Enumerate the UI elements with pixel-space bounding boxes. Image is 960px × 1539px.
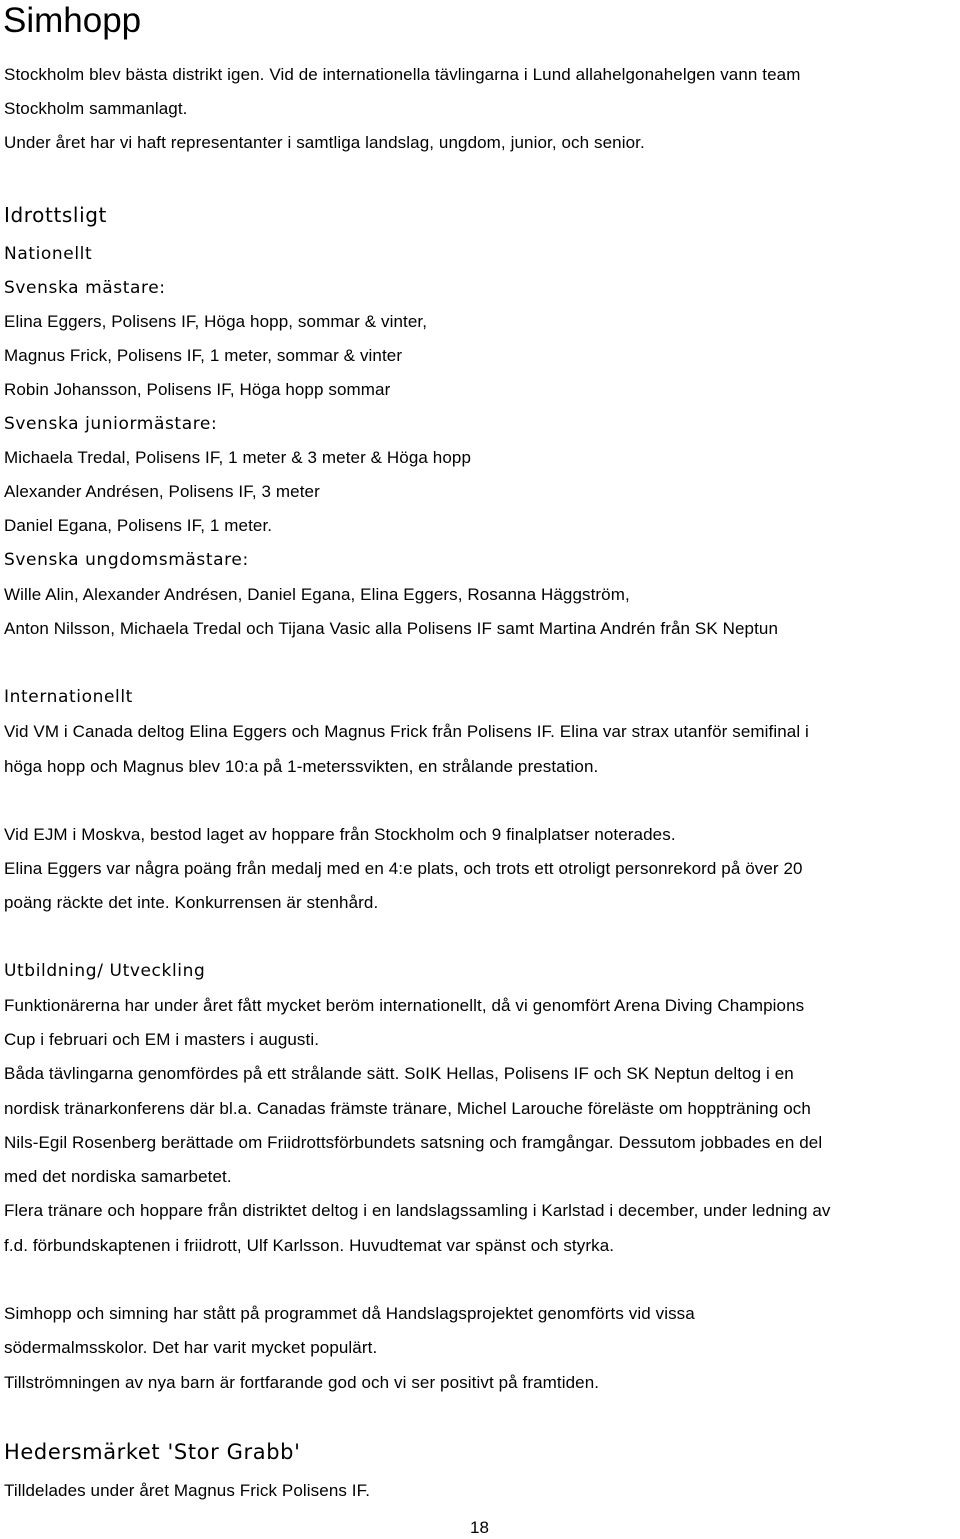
paragraph-line: Funktionärerna har under året fått mycket beröm internationellt, då vi genomfört Arena Diving Champions	[4, 996, 805, 1015]
paragraph-line: Båda tävlingarna genomfördes på ett strålande sätt. SoIK Hellas, Polisens IF och SK Neptun deltog i en	[4, 1064, 794, 1083]
list-item: Daniel Egana, Polisens IF, 1 meter.	[4, 516, 273, 535]
list-item: Wille Alin, Alexander Andrésen, Daniel Egana, Elina Eggers, Rosanna Häggström,	[4, 585, 630, 604]
subheading-svenska-juniormastare: Svenska juniormästare:	[4, 414, 218, 434]
page-number: 18	[470, 1518, 489, 1537]
page-title: Simhopp	[3, 1, 142, 40]
section-heading-utbildning: Utbildning/ Utveckling	[4, 961, 206, 981]
paragraph-line: Elina Eggers var några poäng från medalj med en 4:e plats, och trots ett otroligt personrekord på över 20	[4, 859, 803, 878]
paragraph-line: Cup i februari och EM i masters i augusti.	[4, 1030, 320, 1049]
paragraph-line: poäng räckte det inte. Konkurrensen är stenhård.	[4, 893, 379, 912]
intro-line: Stockholm sammanlagt.	[4, 99, 188, 118]
subheading-svenska-ungdomsmastare: Svenska ungdomsmästare:	[4, 550, 249, 570]
paragraph-line: Tilldelades under året Magnus Frick Polisens IF.	[4, 1481, 371, 1500]
paragraph-line: Vid EJM i Moskva, bestod laget av hoppare från Stockholm och 9 finalplatser noterades.	[4, 825, 676, 844]
intro-line: Stockholm blev bästa distrikt igen. Vid de internationella tävlingarna i Lund allahelgonahelgen vann team	[4, 65, 801, 84]
subheading-svenska-mastare: Svenska mästare:	[4, 278, 166, 298]
paragraph-line: Tillströmningen av nya barn är fortfarande god och vi ser positivt på framtiden.	[4, 1373, 600, 1392]
section-heading-hedersmarket: Hedersmärket 'Stor Grabb'	[4, 1440, 301, 1464]
paragraph-line: Vid VM i Canada deltog Elina Eggers och Magnus Frick från Polisens IF. Elina var strax utanför semifinal i	[4, 722, 809, 741]
paragraph-line: Simhopp och simning har stått på programmet då Handslagsprojektet genomförts vid vissa	[4, 1304, 695, 1323]
section-heading-idrottsligt: Idrottsligt	[4, 203, 107, 227]
intro-line: Under året har vi haft representanter i samtliga landslag, ungdom, junior, och senior.	[4, 133, 645, 152]
paragraph-line: med det nordiska samarbetet.	[4, 1167, 232, 1186]
list-item: Elina Eggers, Polisens IF, Höga hopp, sommar & vinter,	[4, 312, 428, 331]
paragraph-line: Flera tränare och hoppare från distriktet deltog i en landslagssamling i Karlstad i december, under ledning av	[4, 1201, 831, 1220]
subheading-internationellt: Internationellt	[4, 687, 133, 707]
list-item: Alexander Andrésen, Polisens IF, 3 meter	[4, 482, 320, 501]
paragraph-line: nordisk tränarkonferens där bl.a. Canadas främste tränare, Michel Larouche föreläste om hoppträning och	[4, 1099, 811, 1118]
list-item: Michaela Tredal, Polisens IF, 1 meter & 3 meter & Höga hopp	[4, 448, 472, 467]
list-item: Magnus Frick, Polisens IF, 1 meter, sommar & vinter	[4, 346, 403, 365]
paragraph-line: Nils-Egil Rosenberg berättade om Friidrottsförbundets satsning och framgångar. Dessutom jobbades en del	[4, 1133, 823, 1152]
list-item: Anton Nilsson, Michaela Tredal och Tijana Vasic alla Polisens IF samt Martina Andrén från SK Neptun	[4, 619, 779, 638]
paragraph-line: södermalmsskolor. Det har varit mycket populärt.	[4, 1338, 378, 1357]
paragraph-line: höga hopp och Magnus blev 10:a på 1-meterssvikten, en strålande prestation.	[4, 757, 599, 776]
subheading-nationellt: Nationellt	[4, 244, 93, 264]
paragraph-line: f.d. förbundskaptenen i friidrott, Ulf Karlsson. Huvudtemat var spänst och styrka.	[4, 1236, 615, 1255]
list-item: Robin Johansson, Polisens IF, Höga hopp sommar	[4, 380, 391, 399]
